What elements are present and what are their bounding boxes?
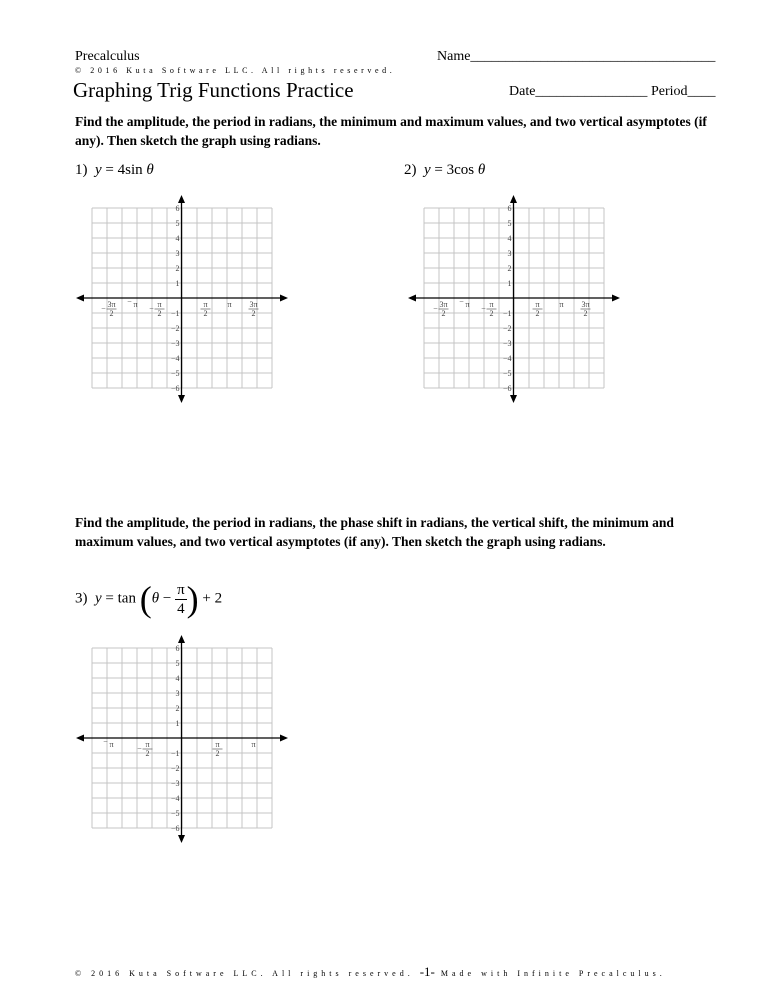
y-axis-top-arrow [178,635,185,643]
y-tick-label: 5 [175,219,180,228]
y-tick-label: −6 [170,824,180,833]
fraction [175,581,187,618]
equation: = tan [101,590,140,607]
theta-variable: θ [151,590,160,607]
y-tick-label: −6 [170,384,180,393]
coordinate-grid-2[interactable] [406,193,622,409]
x-axis-left-arrow [408,295,416,302]
equation: = 3cos [430,162,478,178]
coordinate-grid-3[interactable] [74,633,290,849]
subject-label: Precalculus [75,49,140,64]
x-tick-denominator: 2 [535,309,540,318]
minus-sign: − [159,590,176,607]
y-tick-label: −1 [502,309,512,318]
y-variable: y [424,162,431,178]
vertical-shift: + 2 [198,590,223,607]
y-tick-label: −3 [502,339,512,348]
y-tick-label: 1 [175,719,180,728]
x-tick-label: π [465,300,470,309]
y-axis-top-arrow [178,195,185,203]
y-tick-label: −4 [170,354,180,363]
y-tick-label: 3 [175,689,180,698]
y-tick-label: 6 [175,204,180,213]
x-tick-denominator: 2 [489,309,494,318]
y-tick-label: 3 [507,249,512,258]
x-tick-label: π [227,300,232,309]
y-tick-label: −1 [170,309,180,318]
y-tick-label: 4 [507,234,512,243]
x-tick-label: π [559,300,564,309]
y-tick-label: −4 [502,354,512,363]
x-tick-label: π [145,740,150,749]
x-tick-label: π [133,300,138,309]
x-tick-label: 3π [107,300,116,309]
date-field[interactable]: Date________________ [509,84,648,99]
x-tick-denominator: 2 [251,309,256,318]
y-tick-label: 6 [507,204,512,213]
y-tick-label: −2 [502,324,512,333]
footer-copyright: © 2016 Kuta Software LLC. All rights reserved. [75,969,414,978]
x-axis-left-arrow [76,735,84,742]
x-tick-label: π [203,300,208,309]
footer-made-with: Made with Infinite Precalculus. [440,969,666,978]
x-axis-right-arrow [612,295,620,302]
x-tick-minus: − [103,737,108,746]
y-tick-label: 4 [175,674,180,683]
y-tick-label: 2 [175,264,180,273]
x-axis-left-arrow [76,295,84,302]
worksheet-title: Graphing Trig Functions Practice [73,78,354,102]
y-axis-bottom-arrow [178,835,185,843]
fraction-denominator: 4 [177,600,185,617]
period-field[interactable]: Period____ [651,84,716,99]
instructions-part-1: Find the amplitude, the period in radians, the minimum and maximum values, and two vertical asymptotes (if any). Then sketch the graph using radians. [75,114,707,148]
x-tick-label: 3π [581,300,590,309]
problem-number: 3) [75,590,88,607]
y-tick-label: −6 [502,384,512,393]
theta-variable: θ [146,162,154,178]
x-tick-label: 3π [439,300,448,309]
y-tick-label: 1 [507,279,512,288]
y-tick-label: −5 [502,369,512,378]
name-field[interactable]: Name___________________________________ [437,49,716,64]
x-axis-right-arrow [280,295,288,302]
equation: = 4sin [101,162,147,178]
problem-3 [75,578,222,620]
footer [75,964,666,980]
y-axis-bottom-arrow [510,395,517,403]
instructions-part-2: Find the amplitude, the period in radians, the phase shift in radians, the vertical shift, the minimum and maximum values, and two vertical asymptotes (if any). Then sketch the graph using radians. [75,515,674,549]
x-tick-minus: − [101,304,106,313]
x-tick-minus: − [137,744,142,753]
y-tick-label: 6 [175,644,180,653]
x-tick-label: π [109,740,114,749]
y-tick-label: −3 [170,339,180,348]
x-tick-minus: − [127,297,132,306]
y-tick-label: −3 [170,779,180,788]
right-paren: ) [186,579,199,619]
y-tick-label: 1 [175,279,180,288]
left-paren: ( [139,579,152,619]
x-tick-minus: − [433,304,438,313]
x-tick-label: π [251,740,256,749]
y-tick-label: 4 [175,234,180,243]
y-tick-label: −4 [170,794,180,803]
y-tick-label: 5 [175,659,180,668]
y-tick-label: 2 [507,264,512,273]
x-axis-right-arrow [280,735,288,742]
x-tick-minus: − [481,304,486,313]
problem-number: 2) [404,162,417,178]
y-axis-bottom-arrow [178,395,185,403]
y-variable: y [95,162,102,178]
problem-2 [404,162,485,179]
x-tick-label: 3π [249,300,258,309]
theta-variable: θ [477,162,486,178]
x-tick-denominator: 2 [157,309,162,318]
y-tick-label: −2 [170,764,180,773]
x-tick-minus: − [459,297,464,306]
x-tick-denominator: 2 [441,309,446,318]
x-tick-label: π [535,300,540,309]
x-tick-denominator: 2 [203,309,208,318]
x-tick-label: π [215,740,220,749]
y-tick-label: −5 [170,809,180,818]
coordinate-grid-1[interactable] [74,193,290,409]
x-tick-denominator: 2 [583,309,588,318]
x-tick-denominator: 2 [109,309,114,318]
x-tick-denominator: 2 [145,749,150,758]
y-axis-top-arrow [510,195,517,203]
y-tick-label: −2 [170,324,180,333]
problem-number: 1) [75,162,88,178]
y-tick-label: 2 [175,704,180,713]
page-number: -1- [419,964,435,979]
x-tick-denominator: 2 [215,749,220,758]
fraction-numerator: π [177,581,185,598]
x-tick-label: π [489,300,494,309]
x-tick-minus: − [149,304,154,313]
y-tick-label: −1 [170,749,180,758]
y-tick-label: −5 [170,369,180,378]
y-tick-label: 3 [175,249,180,258]
y-tick-label: 5 [507,219,512,228]
x-tick-label: π [157,300,162,309]
copyright-notice: © 2016 Kuta Software LLC. All rights reserved. [75,66,396,75]
y-variable: y [95,590,102,607]
problem-1 [75,162,154,179]
